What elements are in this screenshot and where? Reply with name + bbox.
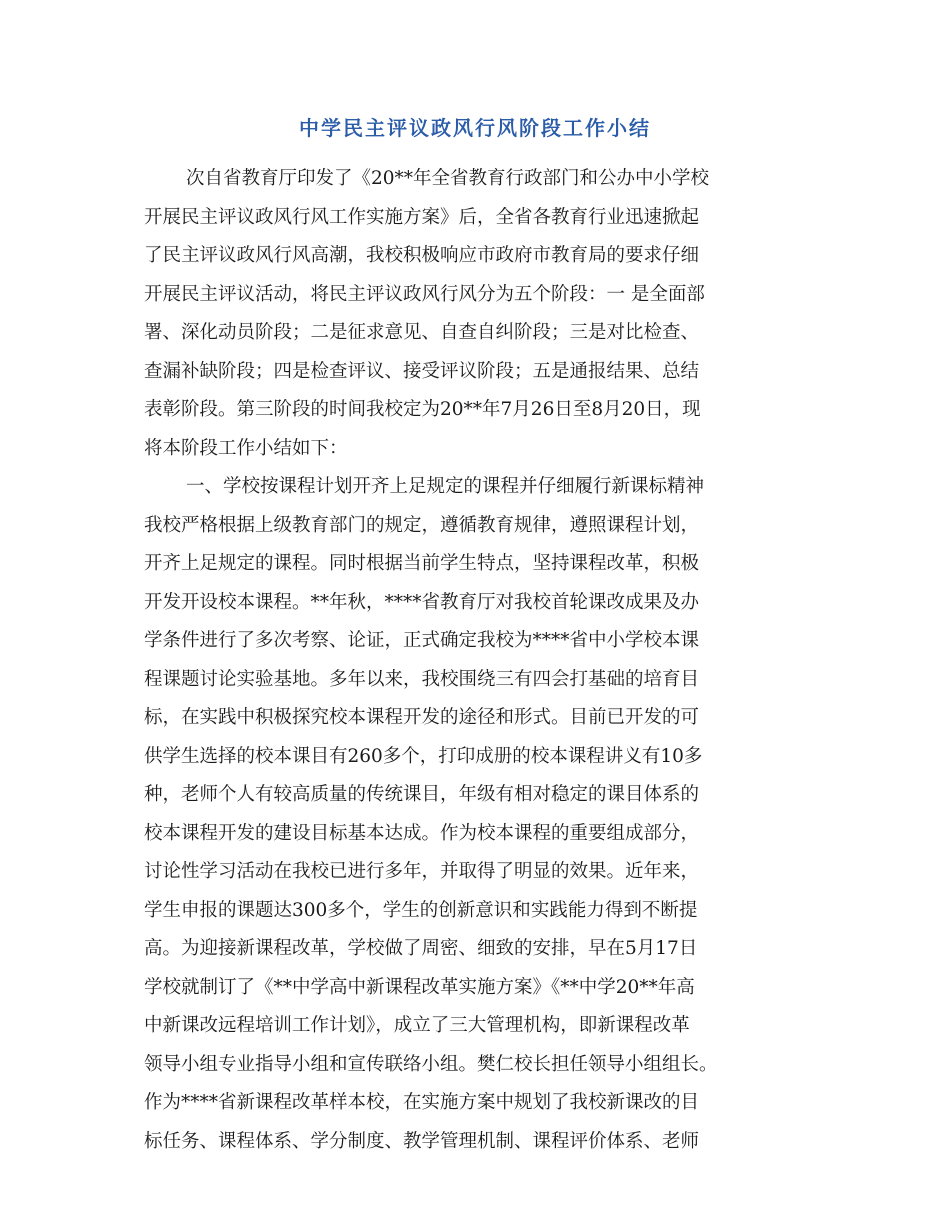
body-line: 学条件进行了多次考察、论证，正式确定我校为****省中小学校本课 [144, 630, 700, 651]
body-line: 种，老师个人有较高质量的传统课目，年级有相对稳定的课目体系的 [144, 784, 700, 805]
body-line: 开齐上足规定的课程。同时根据当前学生特点，坚持课程改革，积极 [144, 553, 700, 574]
body-line: 程课题讨论实验基地。多年以来，我校围绕三有四会打基础的培育目 [144, 668, 700, 690]
body-line: 次自省教育厅印发了《20**年全省教育行政部门和公办中小学校 [186, 168, 710, 189]
section-heading: 一、学校按课程计划开齐上足规定的课程并仔细履行新课标精神 [186, 476, 705, 497]
body-line: 学校就制订了《**中学高中新课程改革实施方案》《**中学20**年高 [144, 976, 695, 998]
document-body [144, 160, 812, 1161]
body-line: 我校严格根据上级教育部门的规定，遵循教育规律，遵照课程计划， [144, 514, 700, 536]
body-line: 查漏补缺阶段；四是检查评议、接受评议阶段；五是通报结果、总结 [144, 360, 700, 382]
body-line: 标，在实践中积极探究校本课程开发的途径和形式。目前已开发的可 [144, 707, 700, 728]
body-line: 供学生选择的校本课目有260多个，打印成册的校本课程讲义有10多 [144, 745, 703, 767]
body-line: 作为****省新课程改革样本校，在实施方案中规划了我校新课改的目 [144, 1092, 700, 1113]
body-line: 校本课程开发的建设目标基本达成。作为校本课程的重要组成部分， [144, 822, 700, 844]
body-line: 署、深化动员阶段；二是征求意见、自查自纠阶段；三是对比检查、 [144, 322, 700, 343]
body-line: 开展民主评议政风行风工作实施方案》后，全省各教育行业迅速掀起 [144, 206, 700, 228]
body-line: 标任务、课程体系、学分制度、教学管理机制、课程评价体系、老师 [144, 1130, 700, 1152]
body-line: 中新课改远程培训工作计划》，成立了三大管理机构，即新课程改革 [144, 1015, 690, 1036]
body-line: 高。为迎接新课程改革，学校做了周密、细致的安排，早在5月17日 [144, 938, 698, 959]
body-line: 领导小组专业指导小组和宣传联络小组。樊仁校长担任领导小组组长。 [144, 1053, 718, 1075]
body-line: 了民主评议政风行风高潮，我校积极响应市政府市教育局的要求仔细 [144, 245, 700, 266]
document-title: 中学民主评议政风行风阶段工作小结 [299, 116, 651, 140]
body-line: 讨论性学习活动在我校已进行多年，并取得了明显的效果。近年来， [144, 861, 700, 882]
body-line: 表彰阶段。第三阶段的时间我校定为20**年7月26日至8月20日，现 [144, 399, 701, 420]
body-line: 开发开设校本课程。**年秋，****省教育厅对我校首轮课改成果及办 [144, 591, 700, 613]
body-line: 学生申报的课题达300多个，学生的创新意识和实践能力得到不断提 [144, 899, 698, 921]
body-line: 将本阶段工作小结如下： [144, 437, 348, 459]
body-line: 开展民主评议活动，将民主评议政风行风分为五个阶段：一 是全面部 [144, 283, 705, 305]
